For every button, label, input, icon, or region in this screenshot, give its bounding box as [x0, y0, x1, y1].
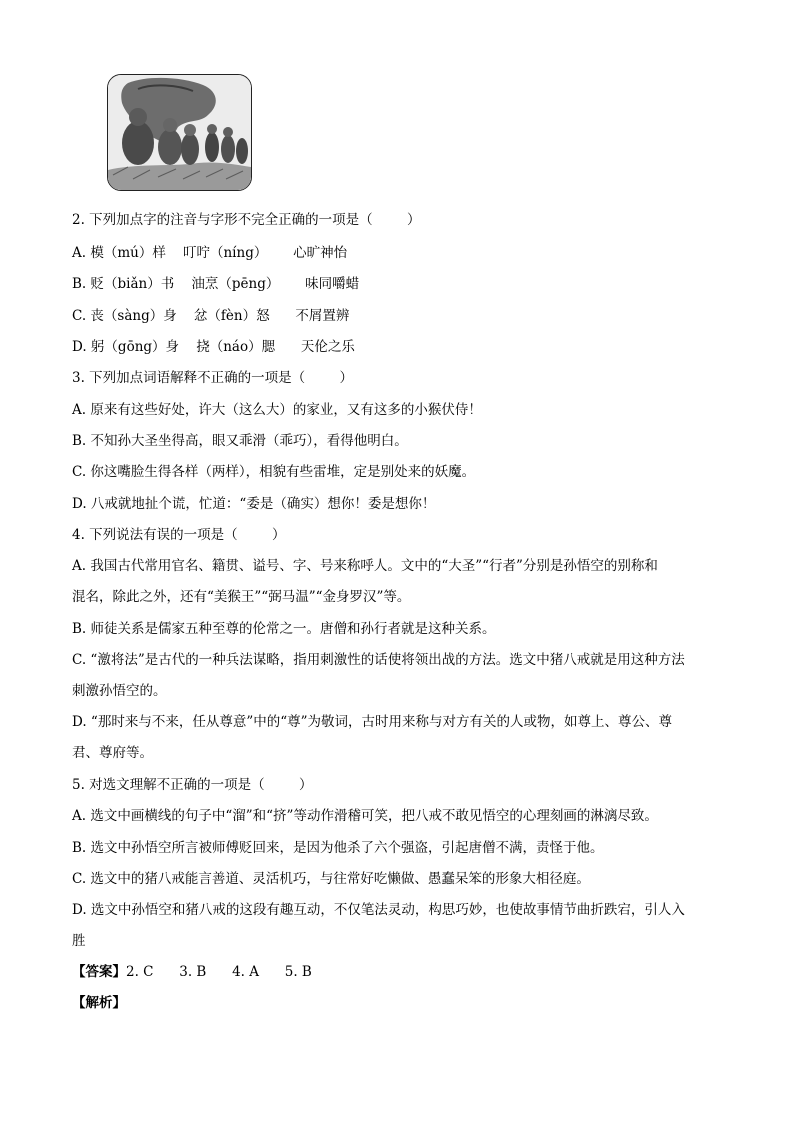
q3-option-c: C. 你这嘴脸生得各样（两样），相貌有些雷堆，定是别处来的妖魔。 — [72, 464, 476, 480]
q5-stem: 5. 对选文理解不正确的一项是（ ） — [72, 777, 313, 793]
q4-option-c-line2: 刺激孙悟空的。 — [72, 683, 167, 699]
illustration-drawing — [108, 75, 251, 190]
q2-option-b: B. 贬（biǎn）书 油烹（pēng） 味同嚼蜡 — [72, 276, 360, 292]
q3-stem: 3. 下列加点词语解释不正确的一项是（ ） — [72, 370, 354, 386]
q3-option-b: B. 不知孙大圣坐得高，眼又乖滑（乖巧），看得他明白。 — [72, 433, 408, 449]
q3-option-d: D. 八戒就地扯个谎，忙道：“委是（确实）想你！委是想你！ — [72, 496, 436, 512]
q4-option-d-line2: 君、尊府等。 — [72, 745, 153, 761]
q2-option-d: D. 躬（gōng）身 挠（náo）腮 天伦之乐 — [72, 339, 355, 355]
q5-option-a: A. 选文中画横线的句子中“溜”和“挤”等动作滑稽可笑，把八戒不敢见悟空的心理刻画的淋漓尽致。 — [72, 808, 658, 824]
answer-line — [72, 962, 312, 982]
q5-option-d-line2: 胜 — [72, 933, 86, 949]
answer-text: 2. C 3. B 4. A 5. B — [126, 964, 312, 980]
q4-option-c-line1: C. “激将法”是古代的一种兵法谋略，指用刺激性的话使将领出战的方法。选文中猪八戒就是用这种方法 — [72, 652, 685, 668]
q4-option-d-line1: D. “那时来与不来，任从尊意”中的“尊”为敬词，古时用来称与对方有关的人或物，如尊上、尊公、尊 — [72, 714, 673, 730]
analysis-tag: 【解析】 — [72, 995, 126, 1011]
q5-option-b: B. 选文中孙悟空所言被师傅贬回来，是因为他杀了六个强盗，引起唐僧不满，责怪于他。 — [72, 840, 604, 856]
answer-tag: 【答案】 — [72, 964, 126, 980]
q2-option-a: A. 模（mú）样 叮咛（níng） 心旷神怡 — [72, 245, 348, 261]
q2-option-c: C. 丧（sàng）身 忿（fèn）怒 不屑置辨 — [72, 308, 350, 324]
q4-option-a-line1: A. 我国古代常用官名、籍贯、谥号、字、号来称呼人。文中的“大圣”“行者”分别是孙悟空的别称和 — [72, 558, 658, 574]
q4-option-a-line2: 混名，除此之外，还有“美猴王”“弼马温”“金身罗汉”等。 — [72, 589, 411, 605]
q4-option-b: B. 师徒关系是儒家五种至尊的伦常之一。唐僧和孙行者就是这种关系。 — [72, 621, 496, 637]
q5-option-d-line1: D. 选文中孙悟空和猪八戒的这段有趣互动，不仅笔法灵动，构思巧妙，也使故事情节曲折跌宕，引人入 — [72, 902, 685, 918]
q2-stem: 2. 下列加点字的注音与字形不完全正确的一项是（ ） — [72, 212, 421, 228]
q5-option-c: C. 选文中的猪八戒能言善道、灵活机巧，与往常好吃懒做、愚蠢呆笨的形象大相径庭。 — [72, 871, 590, 887]
q3-option-a: A. 原来有这些好处，许大（这么大）的家业，又有这多的小猴伏侍！ — [72, 402, 482, 418]
illustration-image — [107, 74, 252, 191]
analysis-line — [72, 993, 126, 1013]
q4-stem: 4. 下列说法有误的一项是（ ） — [72, 527, 286, 543]
